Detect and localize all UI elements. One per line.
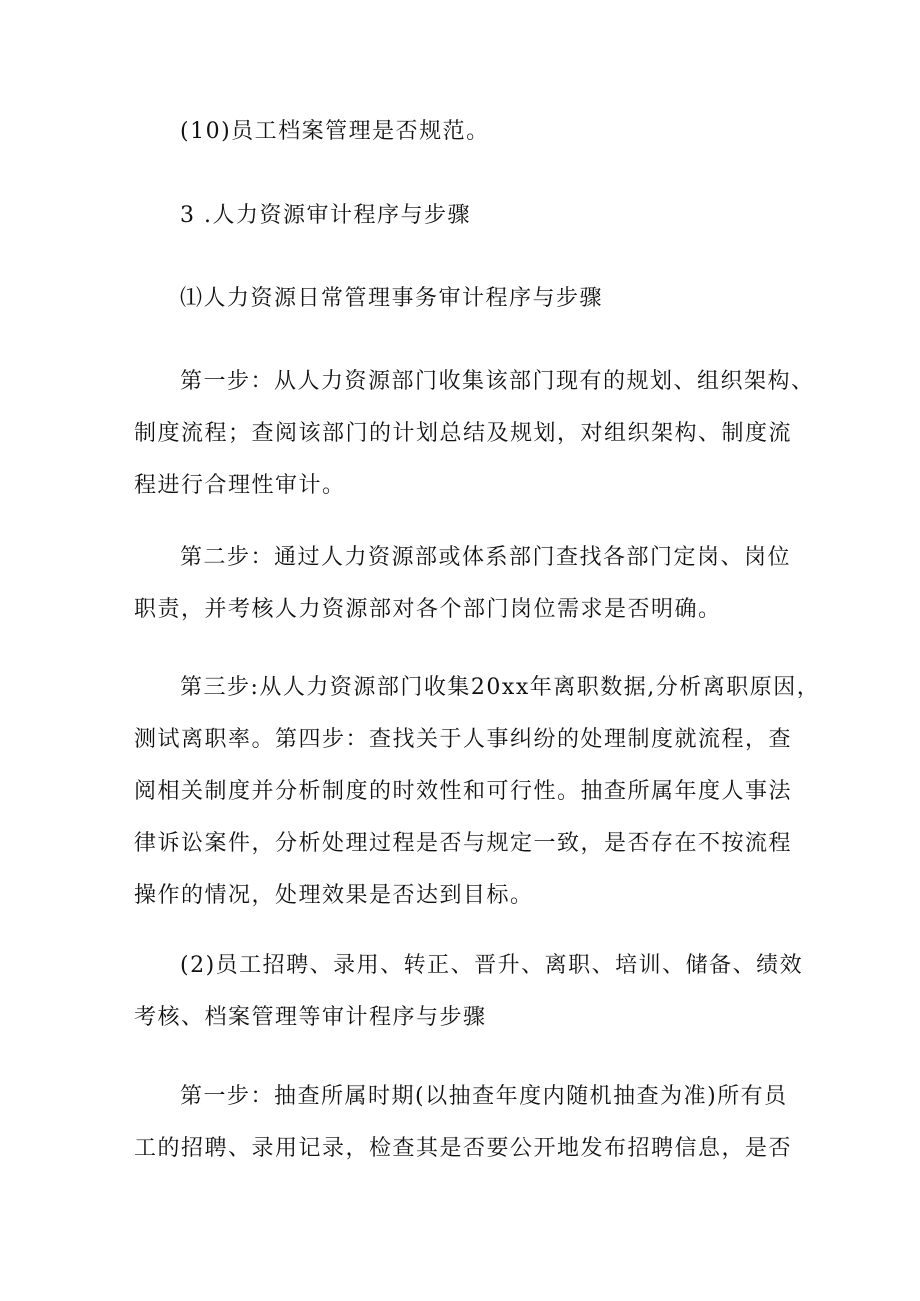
paragraph-employee-file-management bbox=[134, 106, 794, 158]
text-line: 制度流程；查阅该部门的计划总结及规划，对组织架构、制度流 bbox=[134, 421, 793, 446]
text-line: 考核、档案管理等审计程序与步骤 bbox=[134, 1005, 487, 1030]
section-heading-hr-audit-procedure bbox=[134, 190, 794, 242]
paragraph-step-three-four bbox=[134, 662, 821, 922]
paragraph-step-one bbox=[134, 356, 815, 512]
text-line: 3 .人力资源审计程序与步骤 bbox=[180, 203, 471, 228]
text-line: ⑴人力资源日常管理事务审计程序与步骤 bbox=[180, 286, 604, 311]
text-line: 第二步：通过人力资源部或体系部门查找各部门定岗、岗位 bbox=[180, 545, 792, 570]
text-line: 测试离职率。第四步：查找关于人事纠纷的处理制度就流程，查 bbox=[134, 727, 793, 752]
text-line: 工的招聘、录用记录，检查其是否要公开地发布招聘信息，是否 bbox=[134, 1136, 793, 1161]
paragraph-step-two bbox=[134, 532, 794, 636]
text-line: 第三步:从人力资源部门收集20xx年离职数据,分析离职原因， bbox=[180, 675, 821, 700]
text-line: 操作的情况，处理效果是否达到目标。 bbox=[134, 883, 534, 908]
text-line: 第一步：从人力资源部门收集该部门现有的规划、组织架构、 bbox=[180, 369, 815, 394]
paragraph-recruitment-step-one bbox=[134, 1071, 794, 1175]
text-line: (2)员工招聘、录用、转正、晋升、离职、培训、储备、绩效 bbox=[180, 953, 804, 978]
text-line: 律诉讼案件，分析处理过程是否与规定一致，是否存在不按流程 bbox=[134, 831, 793, 856]
text-line: 阅相关制度并分析制度的时效性和可行性。抽查所属年度人事法 bbox=[134, 779, 793, 804]
text-line: 职责，并考核人力资源部对各个部门岗位需求是否明确。 bbox=[134, 597, 722, 622]
text-line: 程进行合理性审计。 bbox=[134, 473, 346, 498]
subheading-daily-management-audit bbox=[134, 273, 794, 325]
subheading-recruitment-audit bbox=[134, 940, 804, 1044]
text-line: (10)员工档案管理是否规范。 bbox=[180, 119, 490, 144]
text-line: 第一步：抽查所属时期(以抽查年度内随机抽查为准)所有员 bbox=[180, 1084, 788, 1109]
